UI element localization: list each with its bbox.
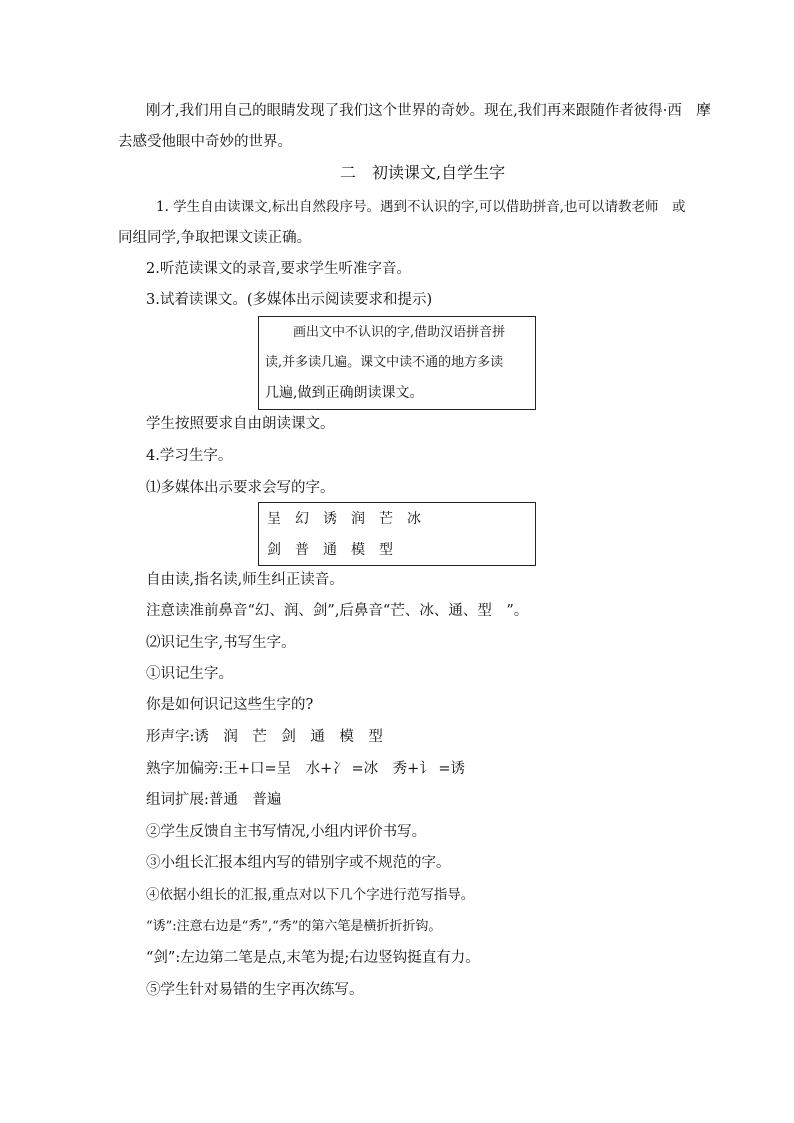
paragraph-line: ③小组长汇报本组内写的错别字或不规范的字。 <box>146 855 451 871</box>
tip-line: 画出文中不认识的字,借助汉语拼音拼 <box>293 325 506 340</box>
reading-tip-box <box>258 316 536 410</box>
paragraph-line: ①识记生字。 <box>146 666 233 682</box>
paragraph-line: 你是如何识记这些生字的? <box>146 697 314 713</box>
tip-line: 读,并多读几遍。课文中读不通的地方多读 <box>265 355 504 370</box>
paragraph-line: ②学生反馈自主书写情况,小组内评价书写。 <box>146 824 427 840</box>
paragraph-line: 形声字:诱 润 芒 剑 通 模 型 <box>146 729 383 745</box>
paragraph-line: 同组同学,争取把课文读正确。 <box>118 230 312 246</box>
paragraph-line: 4.学习生字。 <box>146 448 233 464</box>
paragraph-line: ⑤学生针对易错的生字再次练写。 <box>146 982 364 998</box>
paragraph-line: 3.试着读课文。(多媒体出示阅读要求和提示) <box>146 292 433 308</box>
paragraph-line: ⑵识记生字,书写生字。 <box>146 635 296 651</box>
paragraph-line: “诱”:注意右边是“秀”,“秀”的第六笔是横折折折钩。 <box>146 919 442 934</box>
paragraph-line: ⑴多媒体出示要求会写的字。 <box>146 480 335 496</box>
characters-line: 呈 幻 诱 润 芒 冰 <box>267 511 421 527</box>
tip-line: 几遍,做到正确朗读课文。 <box>265 385 424 401</box>
paragraph-line: 组词扩展:普通 普遍 <box>146 792 282 808</box>
paragraph-line: 学生按照要求自由朗读课文。 <box>146 416 335 432</box>
paragraph-line: 自由读,指名读,师生纠正读音。 <box>146 572 344 588</box>
characters-line: 剑 普 通 模 型 <box>267 542 393 558</box>
paragraph-line: 熟字加偏旁:王+口=呈 水+冫 =冰 秀+讠 =诱 <box>146 761 465 777</box>
paragraph-line: 2.听范读课文的录音,要求学生听准字音。 <box>146 261 411 277</box>
paragraph-line: 1. 学生自由读课文,标出自然段序号。遇到不认识的字,可以借助拼音,也可以请教老师 或 <box>156 199 686 215</box>
paragraph-line: 刚才,我们用自己的眼睛发现了我们这个世界的奇妙。现在,我们再来跟随作者彼得·西 摩 <box>146 103 711 119</box>
paragraph-line: ④依据小组长的汇报,重点对以下几个字进行范写指导。 <box>146 887 475 903</box>
paragraph-line: 去感受他眼中奇妙的世界。 <box>118 134 292 150</box>
characters-box <box>258 502 536 566</box>
paragraph-line: “剑”:左边第二笔是点,末笔为提;右边竖钩挺直有力。 <box>146 950 480 966</box>
section-heading: 二 初读课文,自学生字 <box>340 163 506 182</box>
paragraph-line: 注意读准前鼻音“幻、润、剑”,后鼻音“芒、冰、通、型 ”。 <box>146 603 529 619</box>
